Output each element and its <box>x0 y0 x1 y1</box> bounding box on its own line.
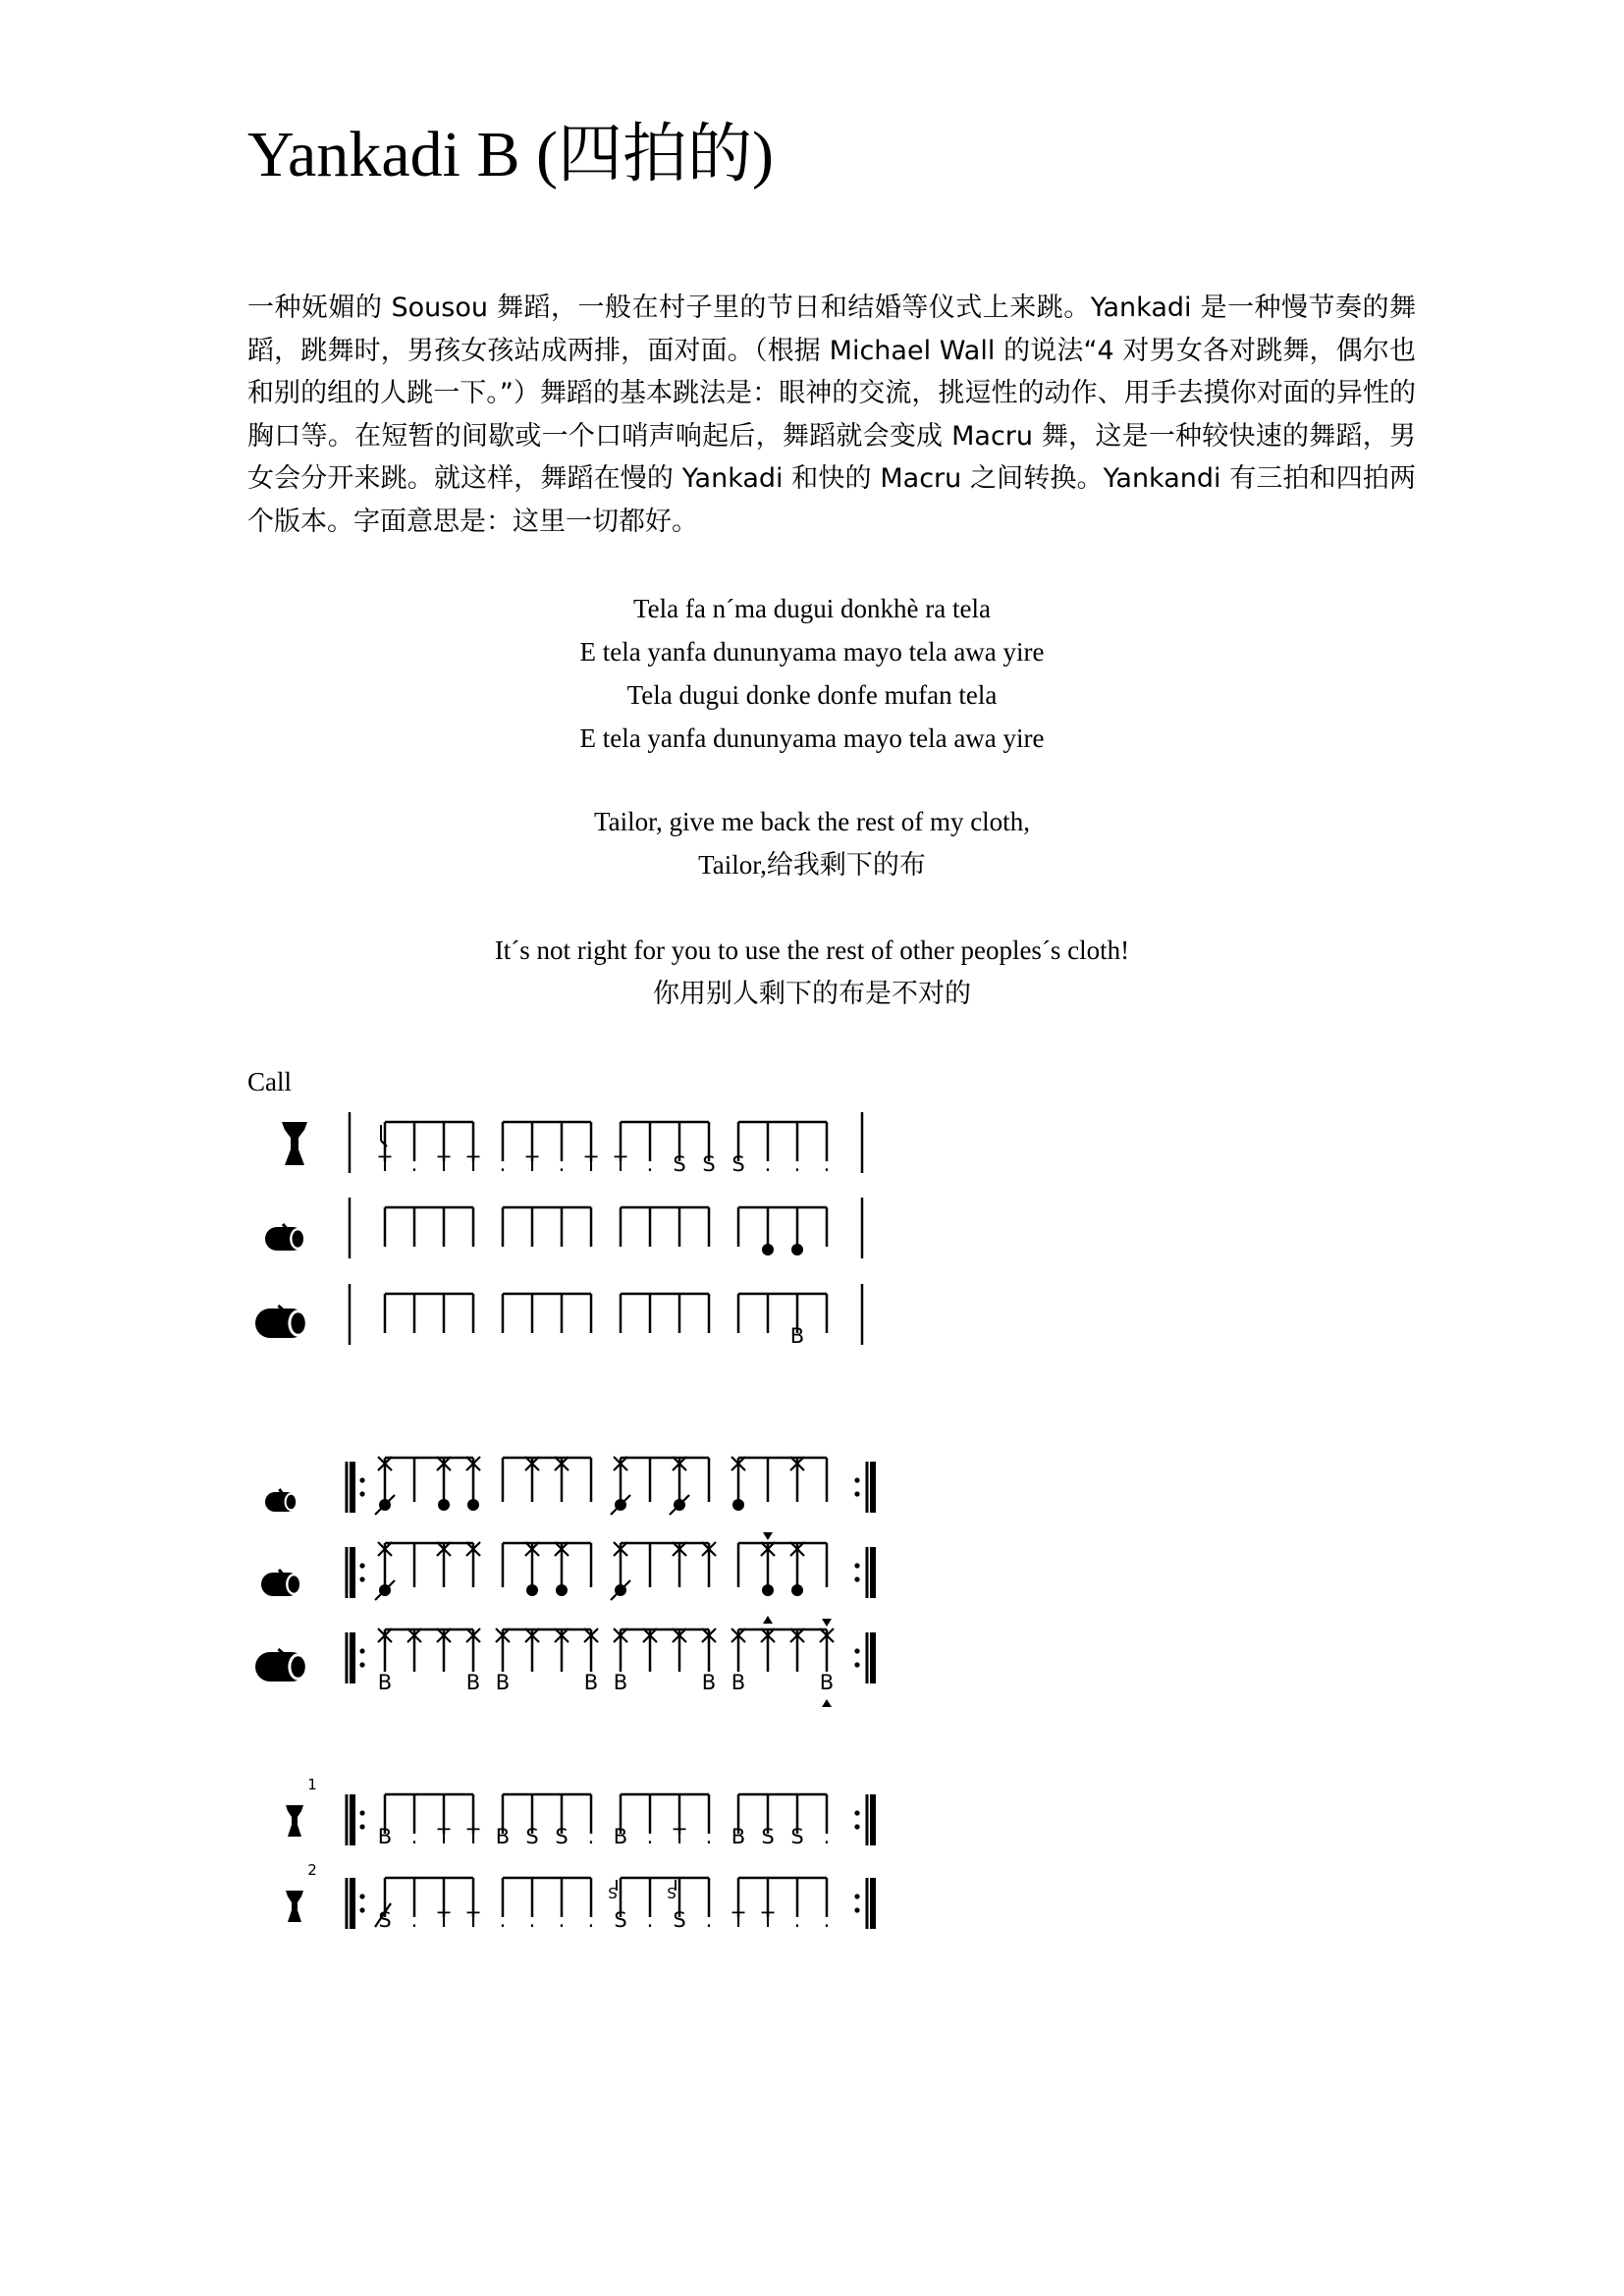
flam-grace-note: S <box>667 1885 677 1902</box>
stroke-symbol: . <box>793 1908 801 1932</box>
repeat-dot <box>854 1576 859 1581</box>
stroke-symbol: T <box>673 1825 686 1848</box>
stroke-symbol: . <box>764 1152 772 1176</box>
stroke-symbol: S <box>702 1152 716 1176</box>
stroke-symbol: S <box>673 1152 686 1176</box>
call-row-dundun_mid <box>385 1207 827 1255</box>
repeat-end <box>854 1462 873 1513</box>
lyric-line: E tela yanfa dununyama mayo tela awa yire <box>579 637 1045 667</box>
stroke-symbol: B <box>613 1671 628 1694</box>
stroke-symbol: T <box>378 1152 392 1176</box>
stroke-symbol: . <box>587 1825 595 1848</box>
rhythm-row-2 <box>378 1629 834 1694</box>
stroke-symbol: T <box>584 1152 598 1176</box>
bass-note <box>556 1584 568 1596</box>
accent-mark <box>822 1619 832 1627</box>
rhythm-row-1 <box>375 1542 827 1600</box>
repeat-dot <box>359 1824 364 1829</box>
stroke-symbol: B <box>377 1825 393 1848</box>
stroke-symbol: . <box>823 1908 831 1932</box>
lyric-line: Tela fa n´ma dugui donkhè ra tela <box>633 594 991 623</box>
stroke-symbol: B <box>465 1671 481 1694</box>
call-label: Call <box>247 1067 292 1096</box>
rhythm-row-0 <box>375 1457 827 1515</box>
stroke-symbol: S <box>614 1908 627 1932</box>
stroke-symbol: S <box>555 1825 568 1848</box>
repeat-dot <box>359 1648 364 1653</box>
stroke-symbol: . <box>410 1152 418 1176</box>
stroke-symbol: B <box>819 1671 835 1694</box>
djembe-icon <box>286 1891 303 1922</box>
stroke-symbol: . <box>558 1152 566 1176</box>
translation-line: Tailor, give me back the rest of my cloth, <box>594 807 1030 836</box>
translation-line: Tailor,给我剩下的布 <box>698 850 926 880</box>
stroke-symbol: B <box>731 1825 746 1848</box>
repeat-dot <box>854 1810 859 1815</box>
dundun-icon <box>265 1489 298 1512</box>
accent-mark <box>822 1699 832 1707</box>
stroke-symbol: T <box>731 1908 745 1932</box>
repeat-dot <box>854 1477 859 1482</box>
djembe-part-djembe1 <box>307 1776 830 1848</box>
repeat-end <box>854 1547 873 1598</box>
repeat-dot <box>359 1491 364 1496</box>
accent-mark <box>763 1616 773 1624</box>
stroke-symbol: . <box>646 1152 654 1176</box>
stroke-symbol: . <box>793 1152 801 1176</box>
repeat-end <box>854 1632 873 1683</box>
stroke-symbol: T <box>761 1908 775 1932</box>
stroke-symbol: . <box>646 1908 654 1932</box>
stroke-symbol: . <box>410 1908 418 1932</box>
repeat-dot <box>359 1563 364 1568</box>
dundun-icon <box>265 1224 305 1251</box>
stroke-symbol: B <box>495 1671 511 1694</box>
lyric-line: Tela dugui donke donfe mufan tela <box>626 680 998 710</box>
repeat-end <box>854 1878 873 1929</box>
stroke-symbol: B <box>701 1671 717 1694</box>
repeat-start <box>347 1547 365 1598</box>
repeat-dot <box>359 1477 364 1482</box>
repeat-start <box>347 1632 365 1683</box>
stroke-symbol: S <box>378 1908 392 1932</box>
stroke-symbol: S <box>525 1825 539 1848</box>
stroke-symbol: T <box>466 1825 480 1848</box>
repeat-dot <box>854 1894 859 1898</box>
stroke-symbol: T <box>437 1152 451 1176</box>
stroke-symbol: B <box>613 1825 628 1848</box>
bass-note <box>762 1244 774 1255</box>
stroke-symbol: . <box>528 1908 536 1932</box>
stroke-symbol: . <box>499 1908 507 1932</box>
stroke-symbol: B <box>377 1671 393 1694</box>
stroke-symbol: . <box>558 1908 566 1932</box>
stroke-symbol: B <box>789 1324 805 1348</box>
intro-paragraph: 一种妩媚的 Sousou 舞蹈，一般在村子里的节日和结婚等仪式上来跳。Yankadi 是一种慢节奏的舞蹈，跳舞时，男孩女孩站成两排，面对面。（根据 Michael Wall 的说法“4 对男女各对跳舞，偶尔也和别的组的人跳一下。”）舞蹈的基本跳法是：眼神的交流，挑逗性的动作、用手去摸你对面的异性的胸口等。在短暂的间歇或一个口哨声响起后，舞蹈就会变成 Macru 舞，这是一种较快速的舞蹈，男女会分开来跳。就这样，舞蹈在慢的 Yankadi 和快的 Macru 之间转换。Yankandi 有三拍和四拍两个版本。字面意思是：这里一切都好。 <box>247 293 1416 537</box>
call-row-dundun_low <box>385 1294 827 1348</box>
djembe-icon <box>286 1805 303 1837</box>
page-title: Yankadi B (四拍的) <box>247 119 774 190</box>
repeat-start <box>347 1878 365 1929</box>
bass-note <box>526 1584 538 1596</box>
dundun-icon <box>255 1649 308 1682</box>
flam-grace-note: S <box>608 1885 618 1902</box>
stroke-symbol: . <box>705 1908 713 1932</box>
repeat-dot <box>854 1563 859 1568</box>
stroke-symbol: B <box>731 1671 746 1694</box>
stroke-symbol: T <box>437 1908 451 1932</box>
repeat-dot <box>854 1824 859 1829</box>
stroke-symbol: . <box>587 1908 595 1932</box>
translation-line: It´s not right for you to use the rest of other peoples´s cloth! <box>494 935 1130 965</box>
stroke-symbol: . <box>410 1825 418 1848</box>
repeat-dot <box>359 1894 364 1898</box>
stroke-symbol: T <box>614 1152 627 1176</box>
repeat-dot <box>359 1810 364 1815</box>
stroke-symbol: . <box>705 1825 713 1848</box>
stroke-symbol: T <box>525 1152 539 1176</box>
stroke-symbol: . <box>499 1152 507 1176</box>
stroke-symbol: S <box>673 1908 686 1932</box>
bass-note <box>438 1499 450 1511</box>
dundun-icon <box>261 1570 301 1596</box>
call-row-djembe <box>378 1122 831 1176</box>
bass-note <box>791 1584 803 1596</box>
repeat-dot <box>359 1662 364 1667</box>
repeat-end <box>854 1794 873 1845</box>
part-number: 2 <box>307 1861 317 1879</box>
repeat-dot <box>854 1662 859 1667</box>
repeat-dot <box>359 1907 364 1912</box>
translation-line: 你用别人剩下的布是不对的 <box>653 979 971 1008</box>
stroke-symbol: S <box>731 1152 745 1176</box>
stroke-symbol: . <box>646 1825 654 1848</box>
repeat-start <box>347 1794 365 1845</box>
repeat-dot <box>854 1907 859 1912</box>
djembe-part-djembe2 <box>307 1861 830 1932</box>
bass-note <box>762 1584 774 1596</box>
repeat-dot <box>854 1648 859 1653</box>
djembe-icon <box>282 1122 307 1165</box>
repeat-dot <box>359 1576 364 1581</box>
repeat-dot <box>854 1491 859 1496</box>
dundun-icon <box>255 1306 308 1338</box>
stroke-symbol: T <box>437 1825 451 1848</box>
stroke-symbol: B <box>495 1825 511 1848</box>
stroke-symbol: T <box>466 1152 480 1176</box>
bass-note <box>732 1499 744 1511</box>
stroke-symbol: S <box>790 1825 804 1848</box>
stroke-symbol: T <box>466 1908 480 1932</box>
bass-note <box>467 1499 479 1511</box>
bass-note <box>791 1244 803 1255</box>
lyric-line: E tela yanfa dununyama mayo tela awa yire <box>579 723 1045 753</box>
repeat-start <box>347 1462 365 1513</box>
stroke-symbol: B <box>583 1671 599 1694</box>
stroke-symbol: . <box>823 1825 831 1848</box>
stroke-symbol: . <box>823 1152 831 1176</box>
stroke-symbol: S <box>761 1825 775 1848</box>
accent-mark <box>763 1532 773 1540</box>
part-number: 1 <box>307 1776 317 1793</box>
